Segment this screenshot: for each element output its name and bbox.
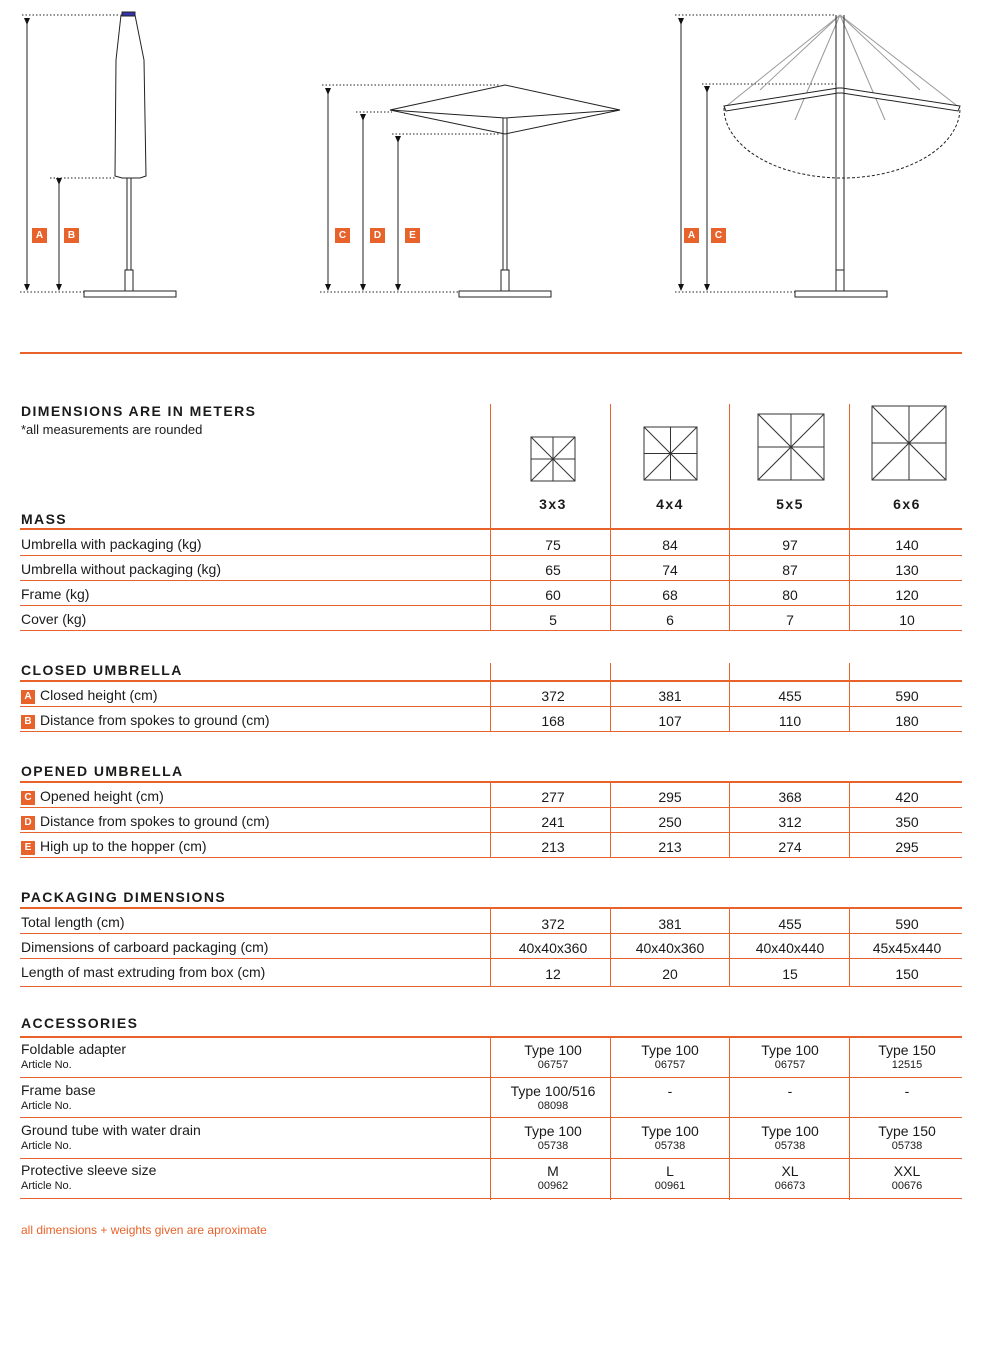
column-divider: [490, 404, 491, 1200]
row-divider: [20, 1198, 962, 1199]
table-cell: 110: [778, 713, 802, 729]
table-cell: 40x40x360: [518, 940, 588, 956]
table-cell: Type 100 06757: [524, 1042, 582, 1071]
section-title-accessories: ACCESSORIES: [21, 1015, 139, 1031]
table-cell: Type 100 05738: [524, 1123, 582, 1152]
row-label: C Opened height (cm): [21, 788, 164, 805]
section-rule: [20, 680, 962, 682]
table-cell: 12: [545, 966, 561, 982]
table-cell: 87: [782, 562, 798, 578]
table-cell: 10: [899, 612, 915, 628]
table-cell: Type 150 05738: [878, 1123, 936, 1152]
size-5x5-icon: [758, 414, 824, 480]
row-divider: [20, 1077, 962, 1078]
column-divider: [729, 404, 730, 1200]
table-cell: 372: [541, 688, 565, 704]
table-cell: 277: [541, 789, 565, 805]
badge-b-icon: B: [21, 715, 35, 729]
table-cell: 312: [778, 814, 802, 830]
row-label: Frame base Article No.: [21, 1082, 96, 1112]
section-title-packaging: PACKAGING DIMENSIONS: [21, 889, 227, 905]
badge-e-icon: E: [405, 228, 420, 243]
size-icons: [490, 400, 970, 490]
table-cell: 213: [541, 839, 565, 855]
table-cell: 45x45x440: [872, 940, 942, 956]
table-cell: Type 100 05738: [641, 1123, 699, 1152]
row-divider: [20, 933, 962, 934]
table-cell: 60: [545, 587, 561, 603]
row-divider: [20, 555, 962, 556]
table-cell: M 00962: [537, 1163, 569, 1192]
size-6x6-icon: [872, 406, 946, 480]
row-label: Frame (kg): [21, 586, 90, 602]
table-cell: 213: [658, 839, 682, 855]
table-cell: L 00961: [654, 1163, 686, 1192]
table-cell: 372: [541, 916, 565, 932]
row-label: D Distance from spokes to ground (cm): [21, 813, 270, 830]
size-label-6x6: 6x6: [893, 496, 921, 512]
section-title-mass: MASS: [21, 511, 68, 527]
table-cell: -: [904, 1083, 910, 1099]
table-cell: 381: [658, 916, 682, 932]
table-cell: 5: [549, 612, 557, 628]
section-rule: [20, 907, 962, 909]
section-rule: [20, 1036, 962, 1038]
badge-c-icon: C: [335, 228, 350, 243]
table-cell: 381: [658, 688, 682, 704]
table-cell: 274: [778, 839, 802, 855]
badge-b-icon: B: [64, 228, 79, 243]
table-cell: 590: [895, 688, 919, 704]
size-label-4x4: 4x4: [656, 496, 684, 512]
badge-c-icon: C: [711, 228, 726, 243]
table-cell: 40x40x440: [755, 940, 825, 956]
table-cell: XXL 00676: [891, 1163, 923, 1192]
badge-a-icon: A: [684, 228, 699, 243]
table-cell: 140: [895, 537, 919, 553]
table-cell: XL 06673: [774, 1163, 806, 1192]
table-cell: 295: [895, 839, 919, 855]
table-cell: 250: [658, 814, 682, 830]
table-cell: 420: [895, 789, 919, 805]
table-cell: 74: [662, 562, 678, 578]
table-cell: 368: [778, 789, 802, 805]
size-label-3x3: 3x3: [539, 496, 567, 512]
row-divider: [20, 1158, 962, 1159]
page-subtitle: *all measurements are rounded: [21, 422, 203, 437]
badge-e-icon: E: [21, 841, 35, 855]
row-label: A Closed height (cm): [21, 687, 158, 704]
row-label: Protective sleeve size Article No.: [21, 1162, 157, 1192]
row-label: Length of mast extruding from box (cm): [21, 964, 266, 980]
table-cell: 15: [782, 966, 798, 982]
table-cell: 455: [778, 916, 802, 932]
row-divider: [20, 580, 962, 581]
table-cell: 295: [658, 789, 682, 805]
row-label: Foldable adapter Article No.: [21, 1041, 127, 1071]
opening-umbrella-diagram: [675, 15, 960, 297]
table-cell: 180: [895, 713, 919, 729]
table-cell: 68: [662, 587, 678, 603]
table-cell: Type 150 12515: [878, 1042, 936, 1071]
table-cell: 107: [658, 713, 682, 729]
table-cell: Type 100 06757: [641, 1042, 699, 1071]
size-label-5x5: 5x5: [776, 496, 804, 512]
row-divider: [20, 958, 962, 959]
table-cell: -: [667, 1083, 673, 1099]
row-label: E High up to the hopper (cm): [21, 838, 207, 855]
badge-c-icon: C: [21, 791, 35, 805]
row-label: B Distance from spokes to ground (cm): [21, 712, 270, 729]
table-cell: 7: [786, 612, 794, 628]
size-3x3-icon: [531, 437, 575, 481]
row-divider: [20, 807, 962, 808]
table-cell: -: [787, 1083, 793, 1099]
table-cell: 40x40x360: [635, 940, 705, 956]
row-divider: [20, 706, 962, 707]
section-gap: [490, 732, 962, 781]
table-cell: Type 100 05738: [761, 1123, 819, 1152]
footnote: all dimensions + weights given are aproximate: [21, 1223, 267, 1237]
section-title-opened: OPENED UMBRELLA: [21, 763, 184, 779]
size-4x4-icon: [644, 427, 697, 480]
closed-umbrella-diagram: [20, 12, 176, 297]
row-label: Umbrella without packaging (kg): [21, 561, 221, 577]
badge-a-icon: A: [21, 690, 35, 704]
row-divider: [20, 832, 962, 833]
row-label: Dimensions of carboard packaging (cm): [21, 939, 269, 955]
section-title-closed: CLOSED UMBRELLA: [21, 662, 183, 678]
row-divider: [20, 605, 962, 606]
table-cell: 65: [545, 562, 561, 578]
page-title: DIMENSIONS ARE IN METERS: [21, 403, 257, 419]
row-label: Cover (kg): [21, 611, 87, 627]
badge-a-icon: A: [32, 228, 47, 243]
table-cell: 168: [541, 713, 565, 729]
table-cell: 455: [778, 688, 802, 704]
section-gap: [490, 858, 962, 907]
table-cell: 20: [662, 966, 678, 982]
table-cell: Type 100 06757: [761, 1042, 819, 1071]
table-cell: 6: [666, 612, 674, 628]
table-cell: 80: [782, 587, 798, 603]
row-divider: [20, 1117, 962, 1118]
table-cell: 590: [895, 916, 919, 932]
table-cell: Type 100/516 08098: [510, 1083, 596, 1112]
table-cell: 130: [895, 562, 919, 578]
badge-d-icon: D: [370, 228, 385, 243]
opened-umbrella-diagram: [320, 85, 620, 297]
umbrella-diagrams: [0, 0, 981, 310]
row-label: Ground tube with water drain Article No.: [21, 1122, 201, 1152]
table-cell: 241: [541, 814, 565, 830]
row-label: Umbrella with packaging (kg): [21, 536, 202, 552]
table-cell: 84: [662, 537, 678, 553]
table-cell: 150: [895, 966, 919, 982]
table-cell: 350: [895, 814, 919, 830]
section-gap: [490, 987, 962, 1036]
section-rule: [20, 528, 962, 530]
table-cell: 120: [895, 587, 919, 603]
section-rule: [20, 781, 962, 783]
top-divider: [20, 352, 962, 354]
badge-d-icon: D: [21, 816, 35, 830]
row-label: Total length (cm): [21, 914, 125, 930]
section-gap: [490, 631, 962, 663]
table-cell: 97: [782, 537, 798, 553]
table-cell: 75: [545, 537, 561, 553]
